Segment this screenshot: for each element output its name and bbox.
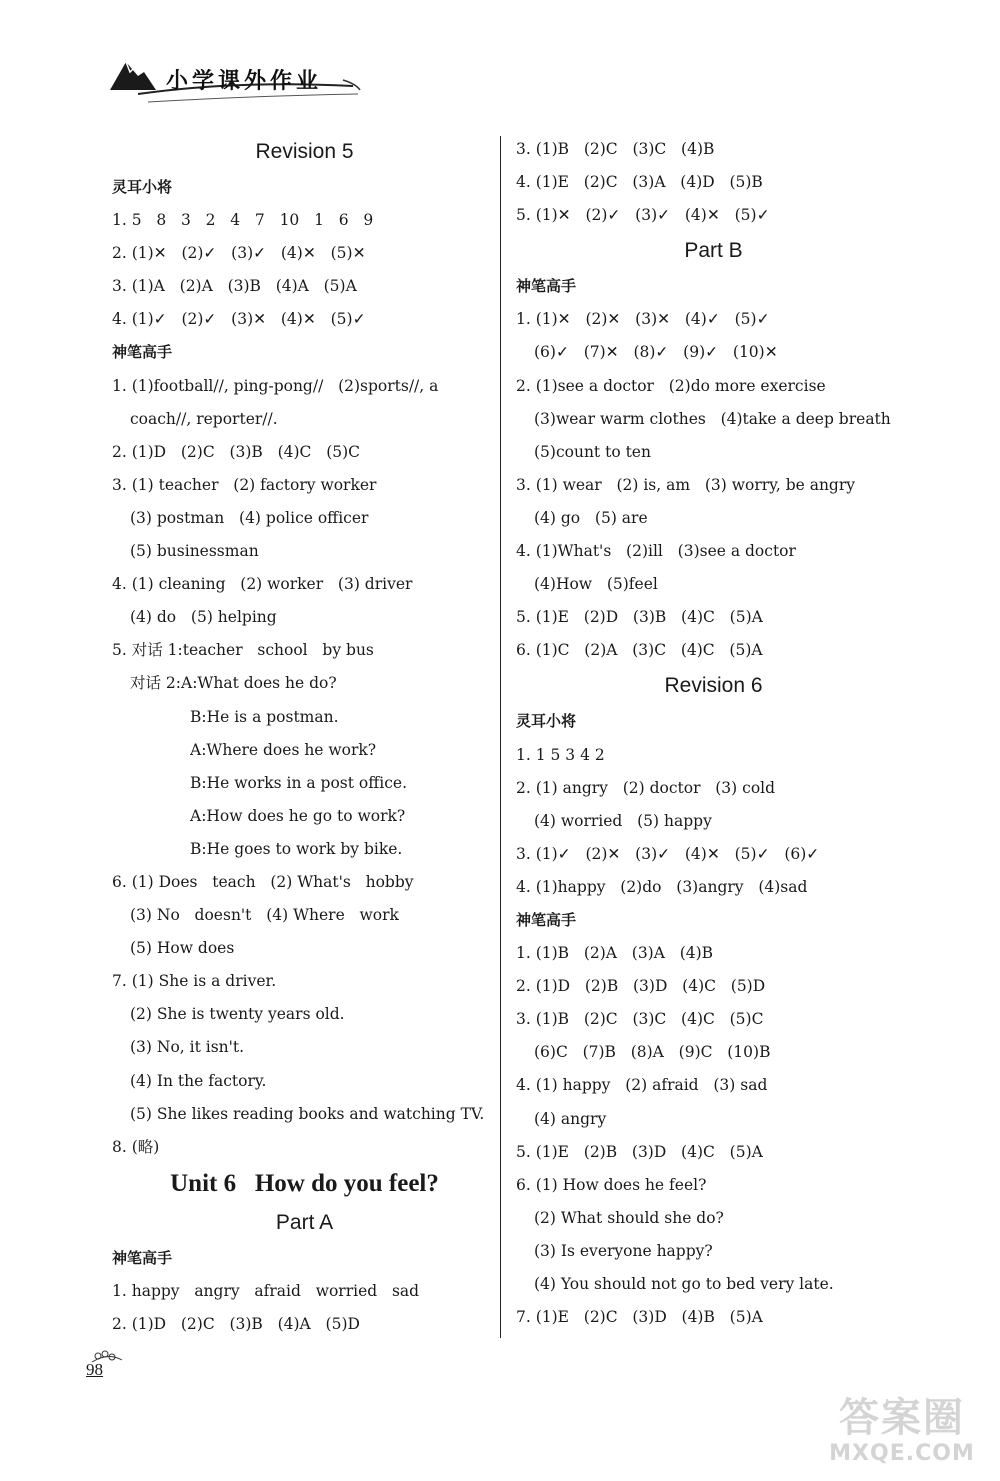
watermark-cn: 答案圈 — [839, 1395, 965, 1441]
answer-line-indented: (2) She is twenty years old. — [130, 1005, 345, 1024]
answer-line: 1. 5 8 3 2 4 7 10 1 6 9 — [112, 211, 374, 230]
answer-line: 5. 对话 1:teacher school by bus — [112, 641, 374, 660]
answer-line-indented: (4) go (5) are — [534, 508, 648, 527]
answer-line: 4. (1) cleaning (2) worker (3) driver — [112, 575, 413, 594]
answer-line-indented: 对话 2:A:What does he do? — [130, 674, 337, 693]
answer-line-indented: (4) do (5) helping — [130, 608, 277, 627]
answer-line: 4. (1)happy (2)do (3)angry (4)sad — [516, 877, 808, 896]
dialogue-line: B:He goes to work by bike. — [190, 839, 403, 858]
page-number-badge — [82, 1346, 122, 1386]
answer-line-indented: (2) What should she do? — [534, 1208, 724, 1227]
answer-line: 1. (1)football//, ping-pong// (2)sports//, a — [112, 376, 439, 395]
answer-line: 2. (1)see a doctor (2)do more exercise — [516, 376, 826, 395]
answer-line: 1. (1)B (2)A (3)A (4)B — [516, 944, 714, 963]
answer-line: 4. (1)E (2)C (3)A (4)D (5)B — [516, 173, 763, 192]
answer-line: 1. 1 5 3 4 2 — [516, 745, 605, 764]
answer-line: 5. (1)✕ (2)✓ (3)✓ (4)✕ (5)✓ — [516, 206, 770, 225]
answer-line-indented: (3) postman (4) police officer — [130, 508, 369, 527]
column-divider — [500, 136, 501, 1338]
answer-line-indented: (3)wear warm clothes (4)take a deep breath — [534, 409, 891, 428]
answer-line: 4. (1)What's (2)ill (3)see a doctor — [516, 542, 796, 561]
dialogue-line: B:He works in a post office. — [190, 773, 407, 792]
answer-line-indented: (5) How does — [130, 939, 235, 958]
watermark-en: MXQE.COM — [829, 1441, 975, 1466]
answer-line-indented: (6)✓ (7)✕ (8)✓ (9)✓ (10)✕ — [534, 343, 778, 362]
answer-line: 3. (1)B (2)C (3)C (4)C (5)C — [516, 1010, 764, 1029]
answer-line: 5. (1)E (2)D (3)B (4)C (5)A — [516, 608, 763, 627]
answer-line-indented: (3) No doesn't (4) Where work — [130, 906, 399, 925]
answer-line: 5. (1)E (2)B (3)D (4)C (5)A — [516, 1142, 763, 1161]
answer-line: 2. (1)D (2)C (3)B (4)A (5)D — [112, 1315, 360, 1333]
answer-line-indented: (5) She likes reading books and watching TV. — [130, 1104, 485, 1123]
answer-line: 3. (1) teacher (2) factory worker — [112, 475, 377, 494]
answer-line: 1. happy angry afraid worried sad — [112, 1281, 420, 1300]
answer-line-indented: (5) businessman — [130, 542, 259, 561]
right-column — [516, 133, 911, 1334]
subsection-label: 神笔高手 — [516, 910, 577, 929]
subsection-label: 神笔高手 — [112, 343, 173, 362]
answer-line: 6. (1) Does teach (2) What's hobby — [112, 872, 414, 891]
dialogue-line: A:Where does he work? — [190, 740, 377, 759]
answer-line-indented: (4) angry — [534, 1109, 607, 1128]
answer-line-indented: (6)C (7)B (8)A (9)C (10)B — [534, 1043, 771, 1062]
left-column — [112, 133, 497, 1341]
answer-line-indented: (4)How (5)feel — [534, 575, 658, 594]
subsection-label: 神笔高手 — [112, 1248, 173, 1267]
header-title: 小学课外作业 — [166, 69, 323, 94]
answer-line: 2. (1)D (2)C (3)B (4)C (5)C — [112, 442, 361, 461]
section-heading: Part A — [275, 1210, 334, 1234]
answer-line: 6. (1) How does he feel? — [516, 1175, 707, 1194]
answer-line-indented: (5)count to ten — [534, 442, 651, 461]
page-number: 98 — [86, 1360, 103, 1379]
section-heading: Part B — [684, 239, 743, 263]
dialogue-line: A:How does he go to work? — [190, 806, 406, 825]
answer-line: 7. (1) She is a driver. — [112, 972, 277, 991]
answer-line: 2. (1) angry (2) doctor (3) cold — [516, 778, 776, 797]
answer-line-indented: (4) worried (5) happy — [534, 811, 712, 830]
answer-line: 7. (1)E (2)C (3)D (4)B (5)A — [516, 1308, 763, 1327]
answer-line-indented: (4) In the factory. — [130, 1071, 267, 1090]
answer-line-indented: (4) You should not go to bed very late. — [534, 1275, 834, 1293]
page-header — [108, 50, 368, 110]
unit-title: Unit 6 How do you feel? — [170, 1169, 439, 1197]
answer-line: 8. (略) — [112, 1137, 160, 1156]
section-heading: Revision 6 — [664, 674, 763, 698]
answer-line-indented: (3) Is everyone happy? — [534, 1241, 713, 1260]
subsection-label: 灵耳小将 — [516, 712, 577, 731]
answer-line: 3. (1)✓ (2)✕ (3)✓ (4)✕ (5)✓ (6)✓ — [516, 844, 820, 863]
answer-line: 2. (1)✕ (2)✓ (3)✓ (4)✕ (5)✕ — [112, 244, 366, 263]
answer-line: 6. (1)C (2)A (3)C (4)C (5)A — [516, 641, 763, 660]
subsection-label: 神笔高手 — [516, 277, 577, 296]
answer-line: 3. (1)B (2)C (3)C (4)B — [516, 140, 715, 158]
answer-line-indented: coach//, reporter//. — [130, 409, 278, 428]
answer-line: 3. (1)A (2)A (3)B (4)A (5)A — [112, 277, 357, 296]
answer-line: 4. (1)✓ (2)✓ (3)✕ (4)✕ (5)✓ — [112, 310, 366, 329]
answer-line: 1. (1)✕ (2)✕ (3)✕ (4)✓ (5)✓ — [516, 310, 770, 329]
dialogue-line: B:He is a postman. — [190, 707, 339, 726]
answer-line-indented: (3) No, it isn't. — [130, 1038, 245, 1057]
answer-line: 2. (1)D (2)B (3)D (4)C (5)D — [516, 977, 766, 996]
subsection-label: 灵耳小将 — [112, 178, 173, 196]
answer-line: 3. (1) wear (2) is, am (3) worry, be angry — [516, 475, 856, 494]
answer-line: 4. (1) happy (2) afraid (3) sad — [516, 1076, 768, 1095]
watermark — [812, 1395, 992, 1475]
section-heading: Revision 5 — [255, 140, 354, 163]
